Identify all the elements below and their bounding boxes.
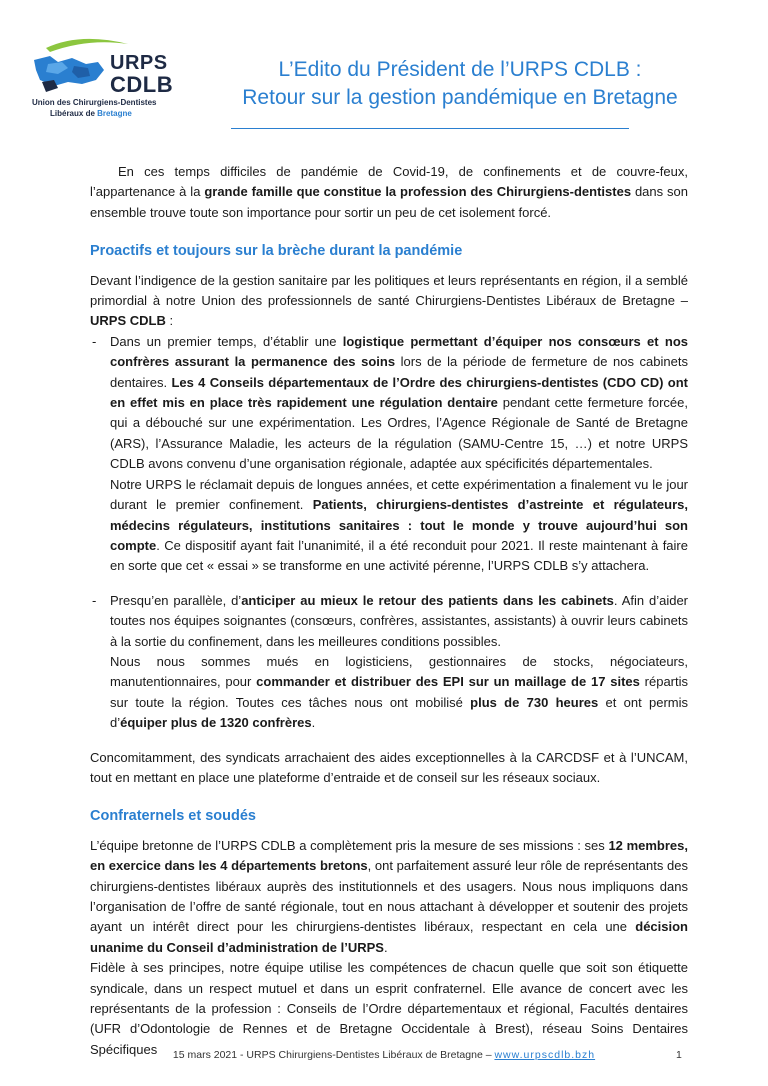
list-item — [90, 332, 688, 577]
section2-paragraph2: Fidèle à ses principes, notre équipe utilise les compétences de chacun quelle que soit son étiquette syndicale, dans un respect mutuel et dans un esprit confraternel. Elle avance de concert avec les représentants de la profession : Conseils de l’Ordre départementaux et régional, Facultés dentaires (UFR d’Odontologie de Rennes et de Bretagne Occidentale à Brest), réseau Soins Dentaires Spécifiques — [90, 960, 688, 1057]
document-body — [90, 162, 688, 1060]
bullet2-paragraph1: Presqu’en parallèle, d’anticiper au mieux le retour des patients dans les cabinets. Afin d’aider toutes nos équipes soignantes (consœurs, confrères, assistantes, assistants) à ouvrir leurs cabinets à la sortie du confinement, dans les meilleures conditions possibles. — [110, 592, 689, 649]
bullet2-paragraph2: Nous nous sommes mués en logisticiens, gestionnaires de stocks, négociateurs, manutentionnaires, pour commander et distribuer des EPI sur un maillage de 17 sites répartis sur toute la région. Toutes ces tâches nous ont mobilisé plus de 730 heures et ont permis d’équiper plus de 1320 confrères. — [110, 653, 689, 731]
section1-closing-paragraph: Concomitamment, des syndicats arrachaient des aides exceptionnelles à la CARCDSF et à l’UNCAM, tout en mettant en place une plateforme d’entraide et de conseil sur les réseaux sociaux. — [90, 749, 688, 785]
urps-cdlb-logo — [28, 36, 178, 126]
logo-urps-text: URPS — [110, 52, 168, 74]
section2-paragraph1: L’équipe bretonne de l’URPS CDLB a complètement pris la mesure de ses missions : ses 12 membres, en exercice dans les 4 départements bretons, ont parfaitement assuré leur rôle de représentants des chirurgiens-dentistes libéraux auprès des institutionnels et des usagers. Nous nous impliquons dans l’organisation de l’offre de santé régionale, tout en nous attachant à développer et soutenir des projets ayant un intérêt direct pour les chirurgiens-dentistes libéraux, respectant en cela une décision unanime du Conseil d’administration de l’URPS. — [90, 837, 689, 955]
section1-list — [90, 332, 688, 734]
logo-cdlb-text: CDLB — [110, 72, 174, 97]
page-title-line2: Retour sur la gestion pandémique en Bretagne — [242, 86, 678, 109]
bullet1-paragraph1: Dans un premier temps, d’établir une logistique permettant d’équiper nos consœurs et nos confrères assurant la permanence des soins lors de la période de fermeture de nos cabinets dentaires. Les 4 Conseils départementaux de l’Ordre des chirurgiens-dentistes (CDO CD) ont en effet mis en place très rapidement une régulation dentaire pendant cette fermeture forcée, qui a débouché sur une expérimentation. Les Ordres, l’Agence Régionale de Santé de Bretagne (ARS), l’Assurance Maladie, les acteurs de la régulation (SAMU-Centre 15, …) et notre URPS CDLB avons convenu d’une organisation régionale, adaptée aux spécificités départementales. — [110, 333, 689, 472]
section-heading-confraternels: Confraternels et soudés — [90, 808, 256, 825]
list-item — [90, 591, 688, 734]
list-dash: - — [92, 333, 97, 349]
list-dash: - — [92, 592, 97, 608]
logo-subtitle-line2: Libéraux de Bretagne — [50, 109, 132, 118]
page-title-line1: L’Edito du Président de l’URPS CDLB : — [278, 58, 642, 81]
section1-lead-paragraph: Devant l’indigence de la gestion sanitaire par les politiques et leurs représentants en région, il a semblé primordial à notre Union des professionnels de santé Chirurgiens-Dentistes Libéraux de Bretagne – URPS CDLB : — [90, 272, 688, 329]
footer-text: 15 mars 2021 - URPS Chirurgiens-Dentistes Libéraux de Bretagne – — [172, 1049, 495, 1061]
intro-paragraph: En ces temps difficiles de pandémie de Covid-19, de confinements et de couvre-feux, l’appartenance à la grande famille que constitue la profession des Chirurgiens-dentistes dans son ensemble trouve toute son importance pour sortir un peu de cet isolement forcé. — [90, 164, 688, 220]
bullet1-paragraph2: Notre URPS le réclamait depuis de longues années, et cette expérimentation a finalement vu le jour durant le premier confinement. Patients, chirurgiens-dentistes d’astreinte et régulateurs, médecins régulateurs, institutions sanitaires : tout le monde y trouve aujourd’hui son compte. Ce dispositif ayant fait l’unanimité, il a été reconduit pour 2021. Il reste maintenant à faire en sorte que cet « essai » se transforme en une activité pérenne, l’URPS CDLB s’y attachera. — [110, 476, 688, 574]
section-heading-proactifs: Proactifs et toujours sur la brèche durant la pandémie — [90, 243, 463, 260]
footer-website-link[interactable]: www.urpscdlb.bzh — [494, 1049, 596, 1061]
page-number: 1 — [676, 1049, 682, 1061]
logo-subtitle-line1: Union des Chirurgiens-Dentistes — [32, 98, 157, 107]
title-divider — [231, 128, 629, 129]
page-footer — [0, 1049, 768, 1061]
